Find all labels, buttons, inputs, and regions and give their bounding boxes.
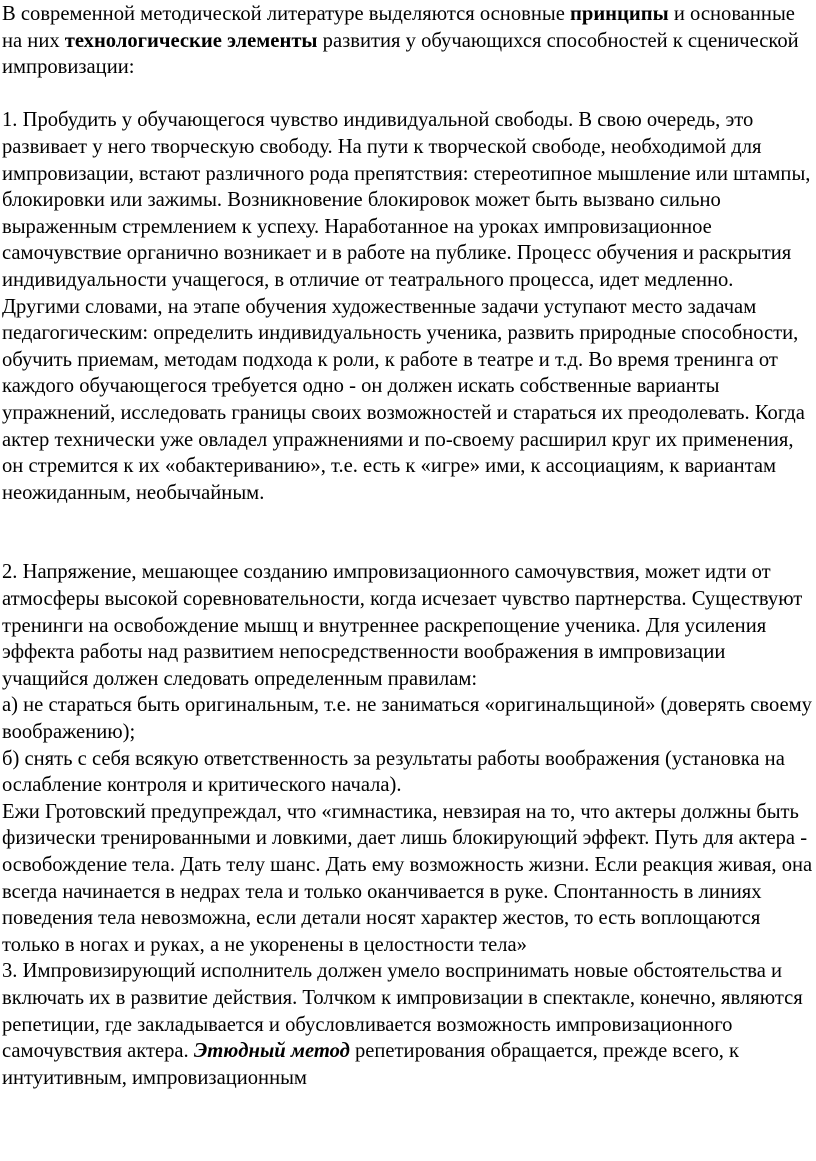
intro-text-1: В современной методической литературе выделяются основные bbox=[2, 3, 570, 25]
intro-text-2: и основанные на них bbox=[2, 3, 795, 52]
point-1-paragraph: 1. Пробудить у обучающегося чувство индивидуальной свободы. В свою очередь, это развивает у него творческую свободу. На пути к творческой свободе, необходимой для импровизации, встают различного рода препятствия: стереотипное мышление или штампы, блокировки или зажимы. Возникновение блокировок может быть вызвано сильно выраженным стремлением к успеху. Наработанное на уроках импровизационное самочувствие органично возникает и в работе на публике. Процесс обучения и раскрытия индивидуальности учащегося, в отличие от театрального процесса, идет медленно. Другими словами, на этапе обучения художественные задачи уступают место задачам педагогическим: определить индивидуальность ученика, развить природные способности, обучить приемам, методам подхода к роли, к работе в театре и т.д. Во время тренинга от каждого обучающегося требуется одно - он должен искать собственные варианты упражнений, исследовать границы своих возможностей и стараться их преодолевать. Когда актер технически уже овладел упражнениями и по-своему расширил круг их применения, он стремится к их «обактериванию», т.е. есть к «игре» ими, к ассоциациям, к вариантам неожиданным, необычайным. bbox=[2, 109, 811, 504]
point-2-paragraph: 2. Напряжение, мешающее созданию импровизационного самочувствия, может идти от атмосферы высокой соревновательности, когда исчезает чувство партнерства. Существуют тренинги на освобождение мышц и внутреннее раскрепощение ученика. Для усиления эффекта работы над развитием непосредственности воображения в импровизации учащийся должен следовать определенным правилам: bbox=[2, 561, 803, 690]
point-3-text-1: 3. Импровизирующий исполнитель должен умело воспринимать новые обстоятельства и включать их в развитие действия. Толчком к импровизации в спектакле, конечно, являются репетиции, где закладывается и обусловливается возможность импровизационного самочувствия актера. bbox=[2, 960, 803, 1063]
point-3-text-2: репетирования обращается, прежде всего, к интуитивным, импровизационным bbox=[2, 1040, 740, 1089]
rule-b-paragraph: б) снять с себя всякую ответственность за результаты работы воображения (установка на ослабление контроля и критического начала). bbox=[2, 747, 785, 797]
intro-text-3: развития у обучающихся способностей к сценической импровизации: bbox=[2, 29, 799, 79]
spacer bbox=[2, 81, 814, 108]
spacer bbox=[2, 506, 814, 559]
intro-bold-elements: технологические элементы bbox=[64, 29, 318, 52]
etude-method-emphasis: Этюдный метод bbox=[193, 1040, 350, 1063]
rule-a-paragraph: а) не стараться быть оригинальным, т.е. не заниматься «оригинальщиной» (доверять своему воображению); bbox=[2, 694, 812, 744]
intro-paragraph bbox=[2, 1, 814, 81]
point-3-paragraph bbox=[2, 958, 814, 1091]
intro-bold-principles: принципы bbox=[570, 3, 669, 25]
grotowski-quote-paragraph: Ежи Гротовский предупреждал, что «гимнастика, невзирая на то, что актеры должны быть физически тренированными и ловкими, дает лишь блокирующий эффект. Путь для актера - освобождение тела. Дать телу шанс. Дать ему возможность жизни. Если реакция живая, она всегда начинается в недрах тела и только оканчивается в руке. Спонтанность в линиях поведения тела невозможна, если детали носят характер жестов, то есть воплощаются только в ногах и руках, а не укоренены в целостности тела» bbox=[2, 800, 813, 956]
document-page bbox=[0, 1, 816, 1161]
